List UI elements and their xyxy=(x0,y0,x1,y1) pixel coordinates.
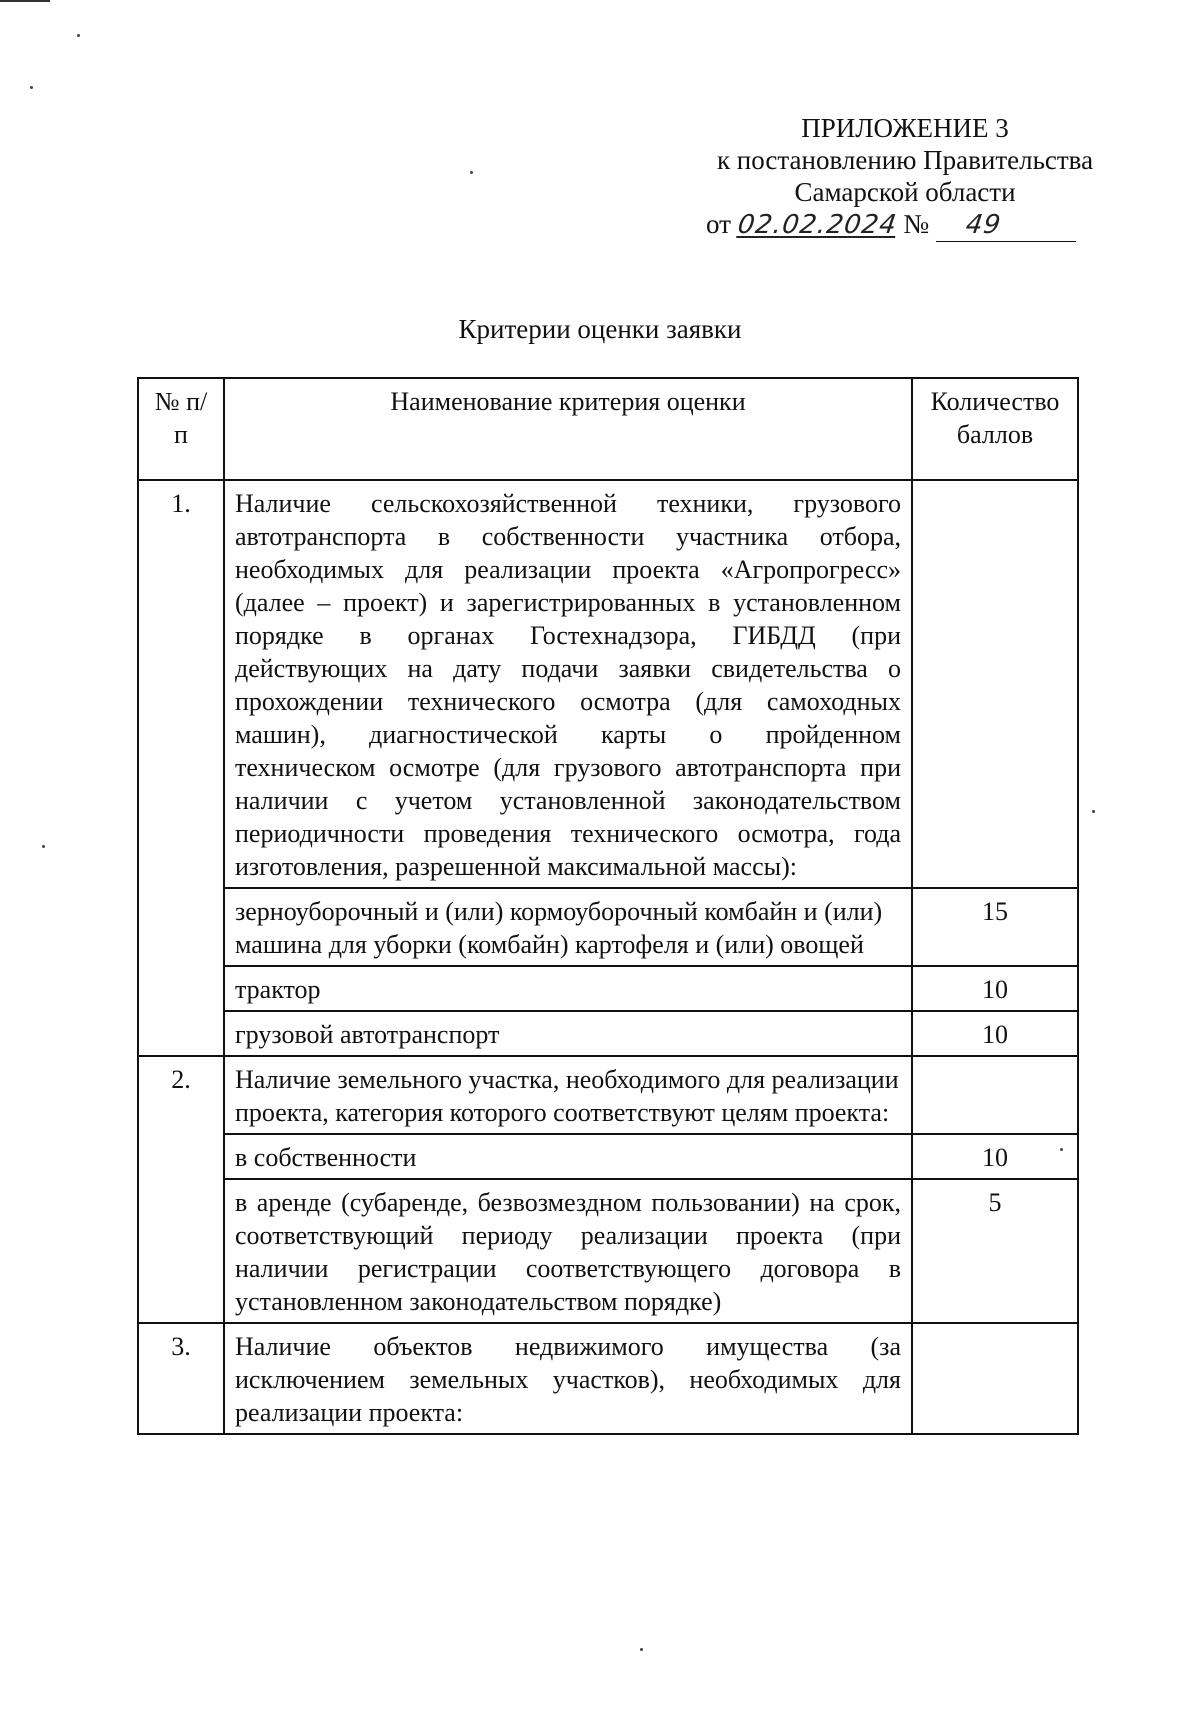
appendix-region: Самарской области xyxy=(794,177,1016,207)
criterion-points-empty xyxy=(912,1056,1078,1134)
scan-speck xyxy=(42,845,45,848)
criterion-item-points: 5 xyxy=(912,1179,1078,1323)
table-row xyxy=(138,1011,1078,1056)
scan-speck xyxy=(1092,810,1095,813)
row-number: 2. xyxy=(138,1056,224,1134)
scan-speck xyxy=(30,86,33,89)
row-number-continuation xyxy=(138,1179,224,1323)
scan-speck xyxy=(1060,1148,1063,1151)
date-prefix: от xyxy=(706,209,731,239)
appendix-number: ПРИЛОЖЕНИЕ 3 xyxy=(801,113,1009,143)
scan-speck xyxy=(77,34,80,37)
table-row xyxy=(138,888,1078,966)
criterion-item-text: в собственности xyxy=(224,1134,912,1179)
criterion-item-text: зерноуборочный и (или) кормоуборочный комбайн и (или) машина для уборки (комбайн) картофеля и (или) овощей xyxy=(224,888,912,966)
criteria-table xyxy=(137,377,1079,1435)
criterion-points-empty xyxy=(912,480,1078,888)
row-number-continuation xyxy=(138,966,224,1011)
criterion-item-text: в аренде (субаренде, безвозмездном пользовании) на срок, соответствующий периоду реализации проекта (при наличии регистрации соответствующего договора в установленном законодательством порядке) xyxy=(224,1179,912,1323)
row-number-continuation xyxy=(138,1011,224,1056)
handwritten-date: 02.02.2024 xyxy=(735,210,899,240)
criterion-text: Наличие земельного участка, необходимого для реализации проекта, категория которого соответствуют целям проекта: xyxy=(224,1056,912,1134)
table-row xyxy=(138,1056,1078,1134)
appendix-date-line xyxy=(700,208,1110,242)
table-row xyxy=(138,966,1078,1011)
document-title: Критерии оценки заявки xyxy=(458,314,742,344)
scan-speck xyxy=(640,1648,643,1651)
row-number-continuation xyxy=(138,888,224,966)
table-row xyxy=(138,1323,1078,1434)
scan-speck xyxy=(470,171,473,174)
criterion-item-text: трактор xyxy=(224,966,912,1011)
row-number: 3. xyxy=(138,1323,224,1434)
appendix-header xyxy=(700,112,1110,242)
number-field xyxy=(936,208,1076,242)
row-number: 1. xyxy=(138,480,224,888)
handwritten-number: 49 xyxy=(963,210,1004,240)
criterion-item-points: 10 xyxy=(912,966,1078,1011)
table-row xyxy=(138,480,1078,888)
appendix-subtitle: к постановлению Правительства xyxy=(716,145,1094,175)
criterion-item-points: 10 xyxy=(912,1134,1078,1179)
criterion-item-text: грузовой автотранспорт xyxy=(224,1011,912,1056)
scan-edge-mark xyxy=(0,0,50,2)
header-col-num: № п/п xyxy=(138,378,224,480)
header-col-name: Наименование критерия оценки xyxy=(224,378,912,480)
table-row xyxy=(138,1134,1078,1179)
criterion-item-points: 10 xyxy=(912,1011,1078,1056)
number-prefix: № xyxy=(903,209,930,239)
table-header-row xyxy=(138,378,1078,480)
header-col-points: Количество баллов xyxy=(912,378,1078,480)
criterion-item-points: 15 xyxy=(912,888,1078,966)
criterion-points-empty xyxy=(912,1323,1078,1434)
criterion-text: Наличие объектов недвижимого имущества (за исключением земельных участков), необходимых для реализации проекта: xyxy=(224,1323,912,1434)
row-number-continuation xyxy=(138,1134,224,1179)
criterion-text: Наличие сельскохозяйственной техники, грузового автотранспорта в собственности участника отбора, необходимых для реализации проекта «Агропрогресс» (далее – проект) и зарегистрированных в установленном порядке в органах Гостехнадзора, ГИБДД (при действующих на дату подачи заявки свидетельства о прохождении технического осмотра (для самоходных машин), диагностической карты о пройденном техническом осмотре (для грузового автотранспорта при наличии с учетом установленной законодательством периодичности проведения технического осмотра, года изготовления, разрешенной максимальной массы): xyxy=(224,480,912,888)
table-row xyxy=(138,1179,1078,1323)
